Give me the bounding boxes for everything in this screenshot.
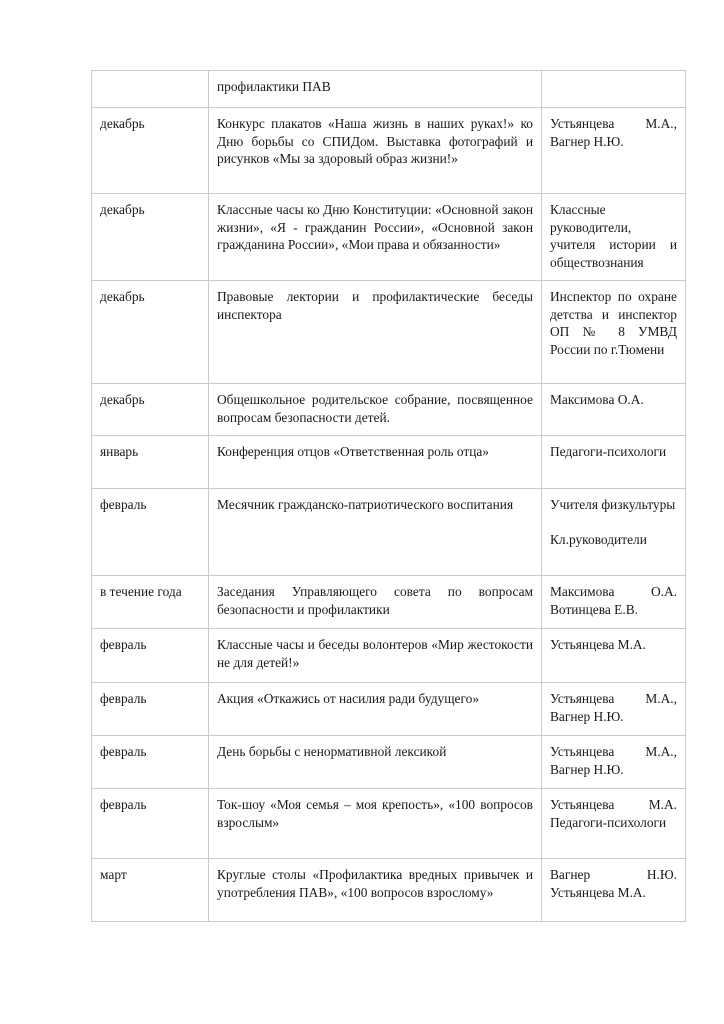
- event-cell: День борьбы с ненормативной лексикой: [209, 736, 542, 789]
- event-cell: Конкурс плакатов «Наша жизнь в наших руках!» ко Дню борьбы со СПИДом. Выставка фотографий и рисунков «Мы за здоровый образ жизни!»: [209, 108, 542, 194]
- table-row: [92, 736, 686, 789]
- event-cell: Классные часы ко Дню Конституции: «Основной закон жизни», «Я - гражданин России», «Основной закон гражданина России», «Мои права и обязанности»: [209, 194, 542, 281]
- period-cell: декабрь: [92, 384, 209, 436]
- responsible-cell: [542, 71, 686, 108]
- event-cell: Месячник гражданско-патриотического воспитания: [209, 489, 542, 576]
- period-cell: февраль: [92, 489, 209, 576]
- event-cell: Акция «Откажись от насилия ради будущего»: [209, 683, 542, 736]
- responsible-cell: [542, 384, 686, 436]
- period-cell: февраль: [92, 629, 209, 683]
- responsible-line: Устьянцева М.А., Вагнер Н.Ю.: [550, 116, 677, 149]
- period-cell: декабрь: [92, 281, 209, 384]
- period-cell: декабрь: [92, 194, 209, 281]
- responsible-line: Максимова О.А.: [550, 392, 644, 407]
- responsible-cell: [542, 489, 686, 576]
- responsible-cell: [542, 629, 686, 683]
- table-row: [92, 576, 686, 629]
- responsible-line: Педагоги-психологи: [550, 444, 667, 459]
- period-cell: январь: [92, 436, 209, 489]
- event-cell: Ток-шоу «Моя семья – моя крепость», «100 вопросов взрослым»: [209, 789, 542, 859]
- period-cell: февраль: [92, 736, 209, 789]
- period-cell: март: [92, 859, 209, 922]
- responsible-line: Устьянцева М.А., Вагнер Н.Ю.: [550, 744, 677, 777]
- period-cell: [92, 71, 209, 108]
- responsible-cell: [542, 281, 686, 384]
- responsible-cell: [542, 108, 686, 194]
- period-cell: февраль: [92, 789, 209, 859]
- responsible-line: Максимова О.А. Вотинцева Е.В.: [550, 584, 677, 617]
- table-row: [92, 436, 686, 489]
- period-cell: декабрь: [92, 108, 209, 194]
- responsible-line: Учителя физкультуры: [550, 497, 676, 512]
- table-row: [92, 789, 686, 859]
- table-row: [92, 489, 686, 576]
- responsible-line: Классные руководители, учителя истории и обществознания: [550, 202, 677, 270]
- event-cell: профилактики ПАВ: [209, 71, 542, 108]
- event-cell: Правовые лектории и профилактические беседы инспектора: [209, 281, 542, 384]
- responsible-line: Кл.руководители: [550, 531, 647, 547]
- period-cell: в течение года: [92, 576, 209, 629]
- table-row: [92, 384, 686, 436]
- period-cell: февраль: [92, 683, 209, 736]
- responsible-cell: [542, 736, 686, 789]
- table-row: [92, 859, 686, 922]
- responsible-cell: [542, 859, 686, 922]
- responsible-cell: [542, 683, 686, 736]
- responsible-line: Устьянцева М.А., Вагнер Н.Ю.: [550, 691, 677, 724]
- responsible-line: Инспектор по охране детства и инспектор ОП № 8 УМВД России по г.Тюмени: [550, 289, 677, 357]
- table-row: [92, 194, 686, 281]
- event-cell: Общешкольное родительское собрание, посвященное вопросам безопасности детей.: [209, 384, 542, 436]
- responsible-cell: [542, 194, 686, 281]
- table-row: [92, 108, 686, 194]
- responsible-cell: [542, 436, 686, 489]
- event-cell: Классные часы и беседы волонтеров «Мир жестокости не для детей!»: [209, 629, 542, 683]
- events-plan-table: [91, 70, 686, 922]
- event-cell: Круглые столы «Профилактика вредных привычек и употребления ПАВ», «100 вопросов взрослому»: [209, 859, 542, 922]
- responsible-cell: [542, 789, 686, 859]
- table-row: [92, 629, 686, 683]
- responsible-line: Устьянцева М.А.: [550, 637, 646, 652]
- responsible-line: Вагнер Н.Ю. Устьянцева М.А.: [550, 867, 677, 900]
- event-cell: Конференция отцов «Ответственная роль отца»: [209, 436, 542, 489]
- responsible-cell: [542, 576, 686, 629]
- blank-line: [550, 514, 677, 531]
- events-plan-body: [92, 71, 686, 922]
- table-row: [92, 683, 686, 736]
- table-row: [92, 281, 686, 384]
- responsible-line: Устьянцева М.А. Педагоги-психологи: [550, 797, 677, 830]
- table-row: [92, 71, 686, 108]
- event-cell: Заседания Управляющего совета по вопросам безопасности и профилактики: [209, 576, 542, 629]
